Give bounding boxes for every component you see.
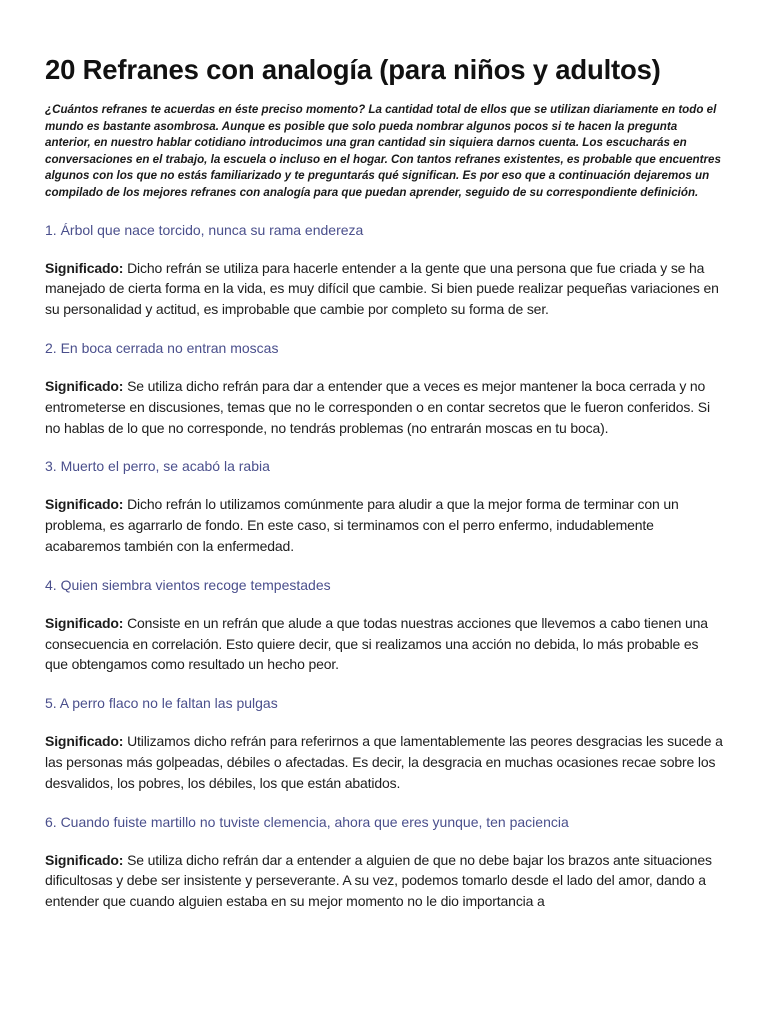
refran-meaning [45,494,725,556]
refran-meaning [45,850,725,912]
refran-heading: 3. Muerto el perro, se acabó la rabia [45,458,270,475]
document-page [45,52,725,930]
refran-meaning [45,613,725,675]
refran-section-3 [45,456,725,556]
refran-section-4 [45,575,725,675]
refran-heading: 5. A perro flaco no le faltan las pulgas [45,695,278,712]
refran-section-6 [45,812,725,912]
refran-section-1 [45,220,725,320]
refran-section-5 [45,693,725,793]
refran-heading: 1. Árbol que nace torcido, nunca su rama endereza [45,221,364,238]
refran-heading: 2. En boca cerrada no entran moscas [45,339,279,356]
meaning-label: Significado: [45,496,124,513]
intro-paragraph: ¿Cuántos refranes te acuerdas en éste preciso momento? La cantidad total de ellos que se utilizan diariamente en todo el mundo es bastante asombrosa. Aunque es posible que solo pueda nombrar algunos pocos si te hacen la pregunta anterior, en nuestro hablar cotidiano introducimos una gran cantidad sin siquiera darnos cuenta. Los escucharás en conversaciones en el trabajo, la escuela o incluso en el hogar. Con tantos refranes existentes, es probable que encuentres algunos con los que no estás familiarizado y te preguntarás qué significan. Es por eso que a continuación dejaremos un compilado de los mejores refranes con analogía para que puedan aprender, seguido de su correspondiente definición. [45,103,721,199]
meaning-label: Significado: [45,377,124,394]
meaning-text: Se utiliza dicho refrán para dar a entender que a veces es mejor mantener la boca cerrada y no entrometerse en discusiones, temas que no le corresponden o en contar secretos que le fueron conferidos. Si no hablas de lo que no corresponde, no tendrás problemas (no entrarán moscas en tu boca). [45,377,710,436]
meaning-text: Dicho refrán se utiliza para hacerle entender a la gente que una persona que fue criada y se ha manejado de cierta forma en la vida, es muy difícil que cambie. Si bien puede realizar pequeñas variaciones en su personalidad y actitud, es improbable que cambie por completo su forma de ser. [45,259,719,318]
meaning-text: Utilizamos dicho refrán para referirnos a que lamentablemente las peores desgracias les sucede a las personas más golpeadas, débiles o afectadas. Es decir, la desgracia en muchas ocasiones recae sobre los desvalidos, los pobres, los débiles, los que están abatidos. [45,733,723,791]
meaning-label: Significado: [45,259,124,276]
refran-meaning [45,731,725,793]
meaning-label: Significado: [45,733,124,750]
refran-meaning [45,258,725,320]
meaning-text: Se utiliza dicho refrán dar a entender a alguien de que no debe bajar los brazos ante situaciones dificultosas y debe ser insistente y perseverante. A su vez, podemos tomarlo desde el lado del amor, dando a entender que cuando alguien estaba en su mejor momento no le dio importancia a [45,851,712,910]
meaning-label: Significado: [45,851,124,868]
meaning-text: Dicho refrán lo utilizamos comúnmente para aludir a que la mejor forma de terminar con un problema, es agarrarlo de fondo. En este caso, si terminamos con el perro enfermo, indudablemente acabaremos también con la enfermedad. [45,496,679,554]
refran-heading: 6. Cuando fuiste martillo no tuviste clemencia, ahora que eres yunque, ten paciencia [45,813,569,830]
meaning-label: Significado: [45,614,124,631]
refran-section-2 [45,338,725,438]
refran-meaning [45,376,725,438]
refran-heading: 4. Quien siembra vientos recoge tempestades [45,576,331,593]
page-title: 20 Refranes con analogía (para niños y adultos) [45,54,661,85]
meaning-text: Consiste en un refrán que alude a que todas nuestras acciones que llevemos a cabo tienen una consecuencia en correlación. Esto quiere decir, que si realizamos una acción no debida, lo más probable es que obtengamos como resultado un hecho peor. [45,614,708,673]
